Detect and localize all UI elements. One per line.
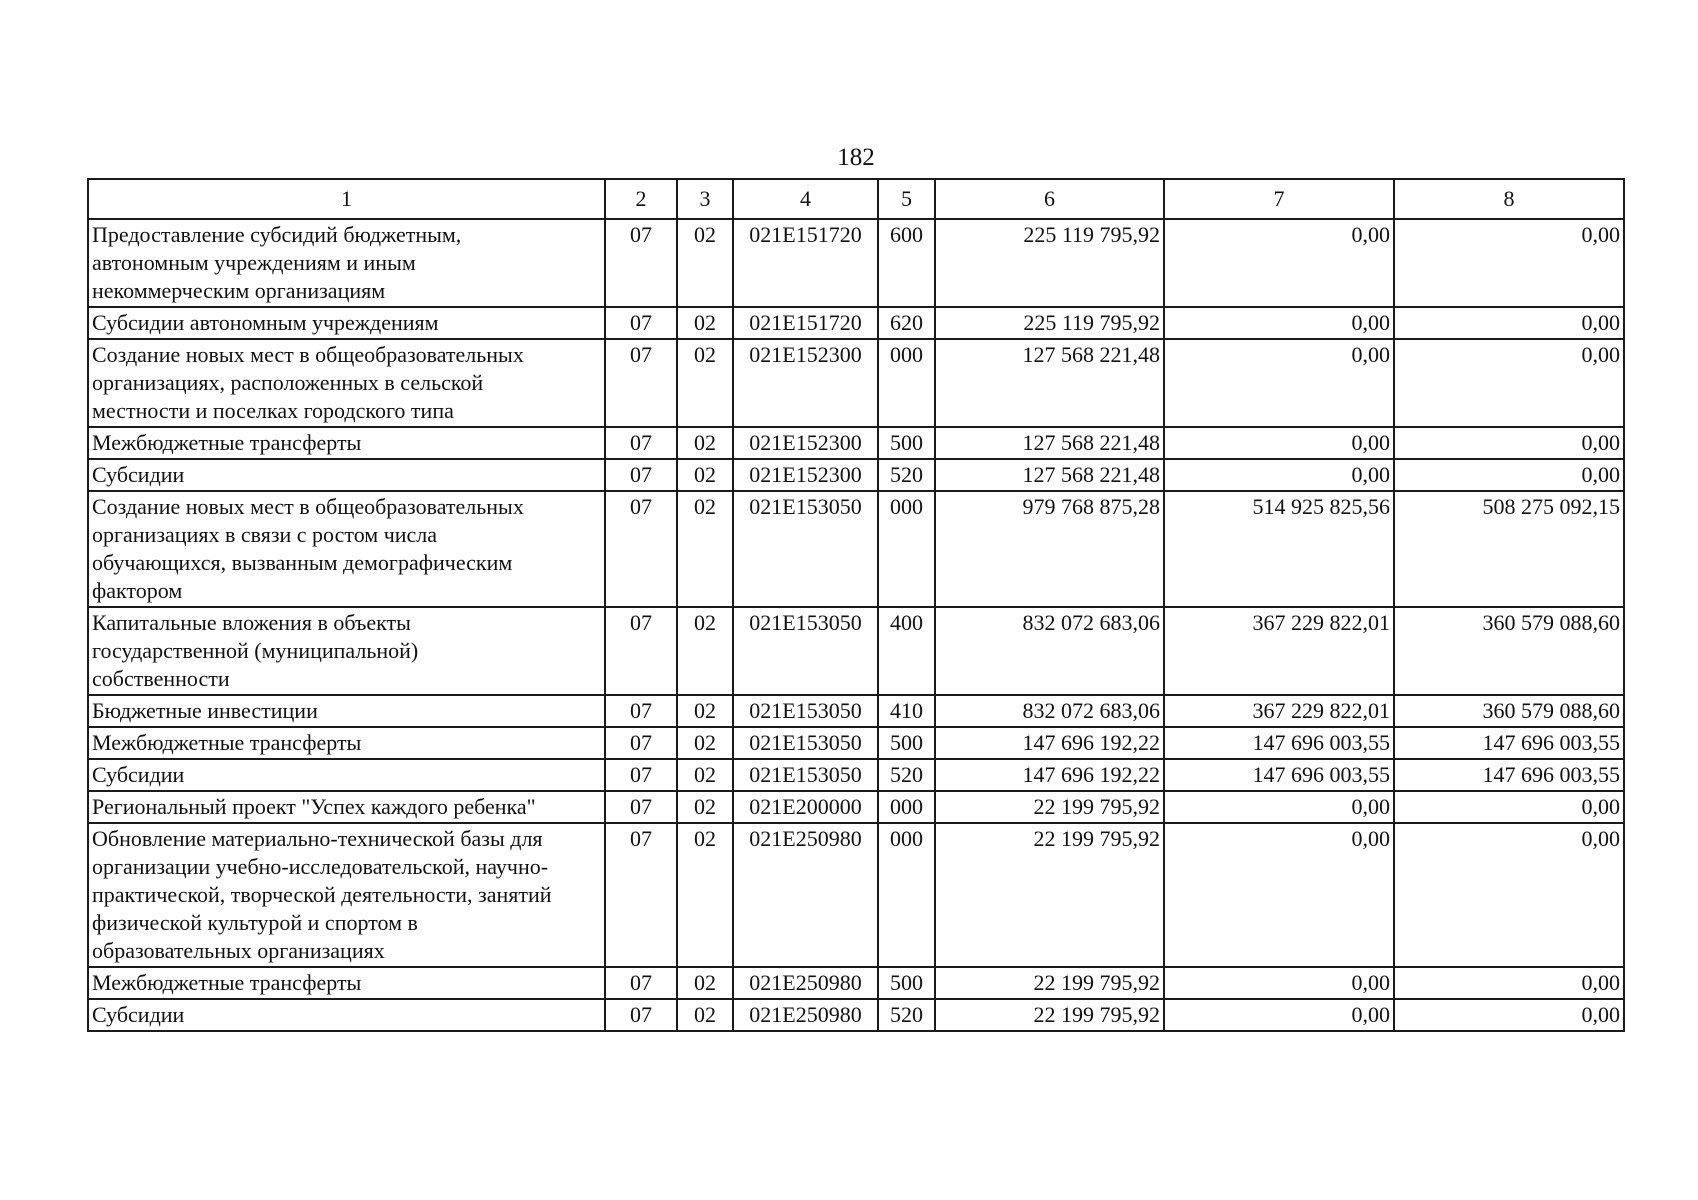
table-row [88,823,1624,967]
table-row [88,967,1624,999]
expense-type-code: 000 [878,491,935,607]
subsection-code: 02 [677,695,733,727]
amount-col6: 832 072 683,06 [935,695,1164,727]
item-name: Капитальные вложения в объекты государственной (муниципальной) собственности [88,607,605,695]
expense-type-code: 000 [878,791,935,823]
subsection-code: 02 [677,219,733,307]
section-code: 07 [605,459,677,491]
section-code: 07 [605,759,677,791]
expense-type-code: 520 [878,999,935,1031]
item-name: Создание новых мест в общеобразовательных организациях, расположенных в сельской местности и поселках городского типа [88,339,605,427]
table-row [88,491,1624,607]
target-article-code: 021E250980 [733,999,878,1031]
subsection-code: 02 [677,823,733,967]
table-row [88,607,1624,695]
subsection-code: 02 [677,727,733,759]
target-article-code: 021E153050 [733,607,878,695]
table-row [88,307,1624,339]
section-code: 07 [605,823,677,967]
target-article-code: 021E250980 [733,823,878,967]
amount-col7: 367 229 822,01 [1164,695,1394,727]
amount-col8: 0,00 [1394,427,1624,459]
column-header: 4 [733,179,878,219]
column-header: 8 [1394,179,1624,219]
amount-col8: 147 696 003,55 [1394,727,1624,759]
column-header: 3 [677,179,733,219]
expense-type-code: 000 [878,339,935,427]
amount-col8: 0,00 [1394,823,1624,967]
column-header: 6 [935,179,1164,219]
amount-col6: 147 696 192,22 [935,759,1164,791]
item-name: Субсидии [88,459,605,491]
amount-col7: 0,00 [1164,219,1394,307]
amount-col8: 147 696 003,55 [1394,759,1624,791]
subsection-code: 02 [677,427,733,459]
item-name: Межбюджетные трансферты [88,727,605,759]
target-article-code: 021E153050 [733,695,878,727]
amount-col8: 508 275 092,15 [1394,491,1624,607]
item-name: Межбюджетные трансферты [88,967,605,999]
target-article-code: 021E250980 [733,967,878,999]
item-name: Предоставление субсидий бюджетным, автономным учреждениям и иным некоммерческим организациям [88,219,605,307]
table-row [88,727,1624,759]
amount-col8: 0,00 [1394,339,1624,427]
amount-col7: 0,00 [1164,427,1394,459]
target-article-code: 021E151720 [733,219,878,307]
expense-type-code: 520 [878,459,935,491]
amount-col6: 22 199 795,92 [935,791,1164,823]
amount-col6: 22 199 795,92 [935,967,1164,999]
amount-col7: 0,00 [1164,999,1394,1031]
section-code: 07 [605,219,677,307]
amount-col8: 0,00 [1394,459,1624,491]
amount-col7: 514 925 825,56 [1164,491,1394,607]
item-name: Создание новых мест в общеобразовательных организациях в связи с ростом числа обучающихся, вызванным демографическим фактором [88,491,605,607]
table-row [88,427,1624,459]
expense-type-code: 000 [878,823,935,967]
target-article-code: 021E152300 [733,459,878,491]
table-row [88,695,1624,727]
target-article-code: 021E151720 [733,307,878,339]
subsection-code: 02 [677,759,733,791]
expense-type-code: 410 [878,695,935,727]
column-header: 1 [88,179,605,219]
table-row [88,999,1624,1031]
column-header: 5 [878,179,935,219]
expense-type-code: 520 [878,759,935,791]
item-name: Межбюджетные трансферты [88,427,605,459]
amount-col8: 0,00 [1394,999,1624,1031]
amount-col6: 225 119 795,92 [935,307,1164,339]
amount-col6: 22 199 795,92 [935,823,1164,967]
item-name: Обновление материально-технической базы для организации учебно-исследовательской, научно- практической, творческой деятельности, занятий физической культурой и спортом в образовательных организациях [88,823,605,967]
expense-type-code: 500 [878,967,935,999]
item-name: Бюджетные инвестиции [88,695,605,727]
subsection-code: 02 [677,791,733,823]
target-article-code: 021E152300 [733,427,878,459]
item-name: Субсидии [88,759,605,791]
subsection-code: 02 [677,967,733,999]
section-code: 07 [605,427,677,459]
target-article-code: 021E153050 [733,491,878,607]
table-row [88,339,1624,427]
amount-col6: 127 568 221,48 [935,459,1164,491]
item-name: Субсидии автономным учреждениям [88,307,605,339]
amount-col7: 0,00 [1164,823,1394,967]
table-row [88,219,1624,307]
section-code: 07 [605,967,677,999]
amount-col8: 0,00 [1394,219,1624,307]
amount-col7: 147 696 003,55 [1164,727,1394,759]
subsection-code: 02 [677,339,733,427]
subsection-code: 02 [677,459,733,491]
subsection-code: 02 [677,607,733,695]
amount-col7: 147 696 003,55 [1164,759,1394,791]
amount-col8: 360 579 088,60 [1394,695,1624,727]
subsection-code: 02 [677,999,733,1031]
expense-type-code: 400 [878,607,935,695]
target-article-code: 021E153050 [733,759,878,791]
subsection-code: 02 [677,491,733,607]
amount-col8: 0,00 [1394,307,1624,339]
header-row [88,179,1624,219]
expense-type-code: 500 [878,427,935,459]
section-code: 07 [605,727,677,759]
section-code: 07 [605,607,677,695]
amount-col7: 0,00 [1164,459,1394,491]
amount-col6: 979 768 875,28 [935,491,1164,607]
section-code: 07 [605,339,677,427]
amount-col7: 0,00 [1164,791,1394,823]
expense-type-code: 500 [878,727,935,759]
target-article-code: 021E153050 [733,727,878,759]
section-code: 07 [605,999,677,1031]
subsection-code: 02 [677,307,733,339]
amount-col8: 360 579 088,60 [1394,607,1624,695]
amount-col6: 832 072 683,06 [935,607,1164,695]
expense-type-code: 620 [878,307,935,339]
table-row [88,759,1624,791]
amount-col7: 367 229 822,01 [1164,607,1394,695]
amount-col6: 147 696 192,22 [935,727,1164,759]
amount-col7: 0,00 [1164,967,1394,999]
amount-col7: 0,00 [1164,307,1394,339]
section-code: 07 [605,695,677,727]
amount-col6: 127 568 221,48 [935,427,1164,459]
column-header: 7 [1164,179,1394,219]
item-name: Региональный проект "Успех каждого ребенка" [88,791,605,823]
amount-col6: 22 199 795,92 [935,999,1164,1031]
column-header: 2 [605,179,677,219]
target-article-code: 021E152300 [733,339,878,427]
amount-col6: 225 119 795,92 [935,219,1164,307]
budget-table [87,178,1625,1032]
amount-col7: 0,00 [1164,339,1394,427]
page-number: 182 [837,144,875,171]
amount-col6: 127 568 221,48 [935,339,1164,427]
table-row [88,459,1624,491]
amount-col8: 0,00 [1394,791,1624,823]
section-code: 07 [605,791,677,823]
section-code: 07 [605,491,677,607]
expense-type-code: 600 [878,219,935,307]
amount-col8: 0,00 [1394,967,1624,999]
section-code: 07 [605,307,677,339]
item-name: Субсидии [88,999,605,1031]
table-row [88,791,1624,823]
target-article-code: 021E200000 [733,791,878,823]
